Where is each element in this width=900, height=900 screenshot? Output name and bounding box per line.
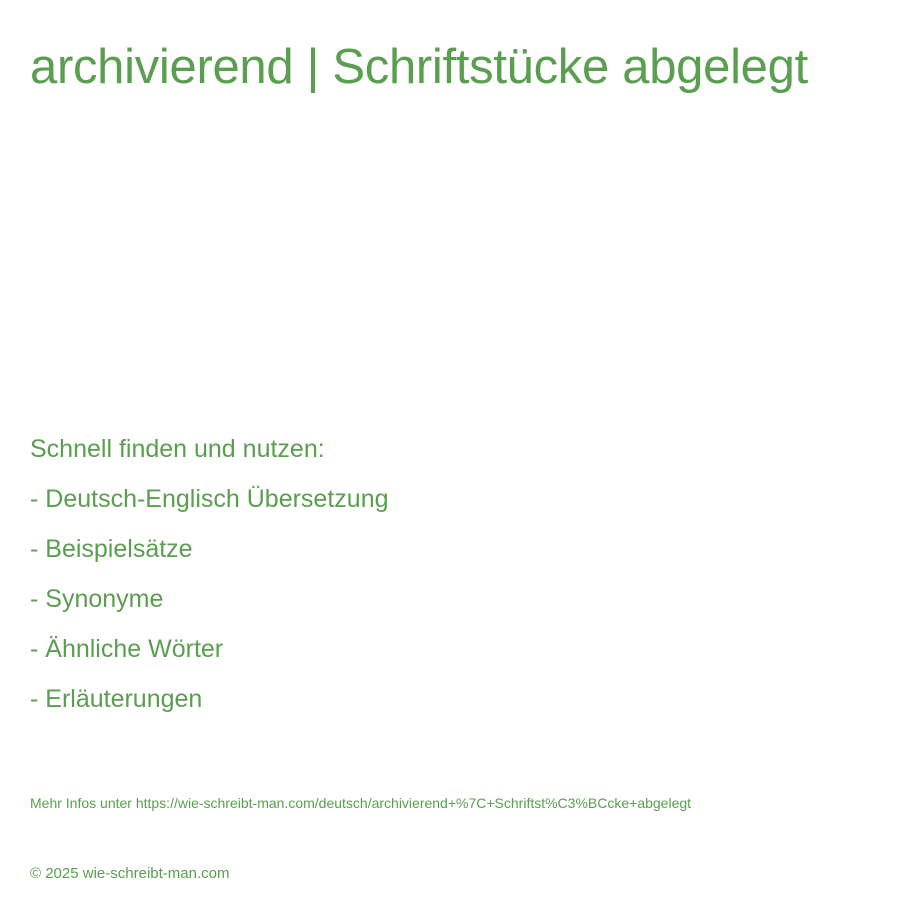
features-heading: Schnell finden und nutzen: — [30, 435, 325, 463]
page-title: archivierend | Schriftstücke abgelegt — [30, 40, 808, 94]
more-info-url: https://wie-schreibt-man.com/deutsch/archivierend+%7C+Schriftst%C3%BCcke+abgelegt — [135, 795, 692, 811]
feature-item-synonyms: - Synonyme — [30, 585, 164, 613]
more-info-line — [30, 795, 691, 811]
more-info-prefix: Mehr Infos unter — [30, 795, 136, 811]
feature-item-similar-words: - Ähnliche Wörter — [30, 635, 224, 663]
feature-item-translation: - Deutsch-Englisch Übersetzung — [30, 485, 389, 513]
features-list — [30, 424, 389, 724]
copyright-footer: © 2025 wie-schreibt-man.com — [30, 865, 230, 882]
feature-item-examples: - Beispielsätze — [30, 535, 193, 563]
feature-item-explanations: - Erläuterungen — [30, 685, 203, 713]
